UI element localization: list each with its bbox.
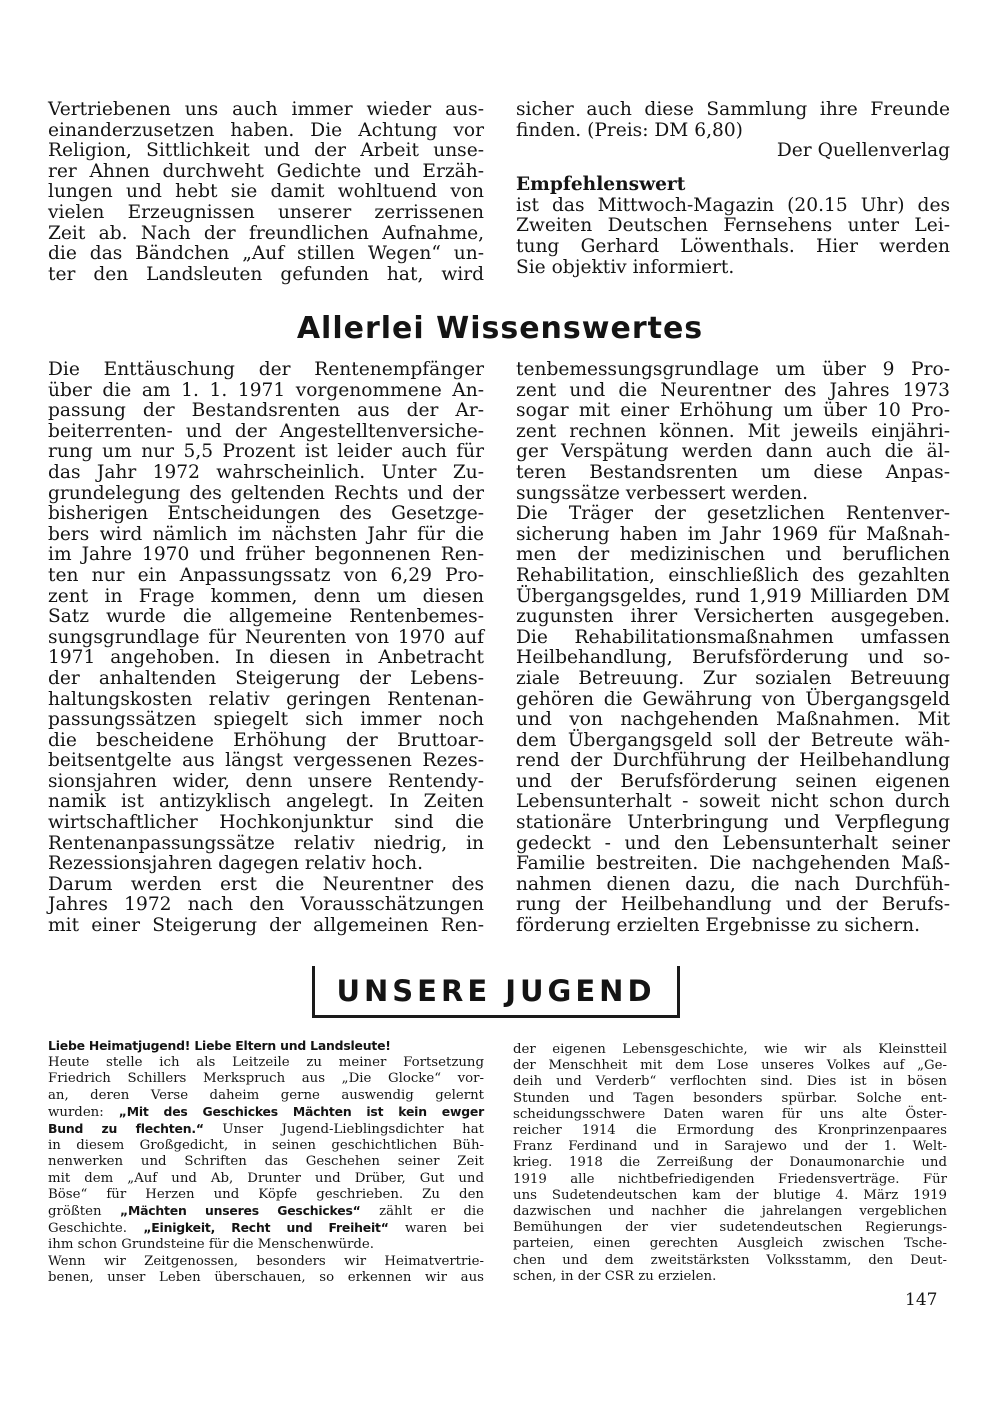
- text-line: Bemühungen der vier sudetendeutschen Regierungs-: [513, 1220, 947, 1236]
- text-line: teren Bestandsrenten um diese Anpas-: [516, 461, 950, 483]
- text-line: namik ist antizyklisch angelegt. In Zeiten: [48, 791, 484, 813]
- quote-bold: „Mächten unseres Geschickes“: [120, 1203, 361, 1219]
- text-line: der Menschheit mit dem Lose unseres Volkes auf „Ge-: [513, 1058, 947, 1074]
- section2-right-column: [513, 1042, 947, 1285]
- text-line: rung der Heilbehandlung und der Berufs-: [516, 894, 950, 916]
- text-line: Darum werden erst die Neurentner des: [48, 873, 484, 895]
- text-line: der eigenen Lebensgeschichte, wie wir als Kleinstteil: [513, 1042, 947, 1057]
- text-line: gehören die Gewährung von Übergangsgeld: [516, 688, 950, 710]
- section2-left-column: [48, 1038, 484, 1286]
- text-line: Die Rehabilitationsmaßnahmen umfassen: [516, 626, 950, 648]
- text-line: ihm schon Grundsteine für die Menschenwürde.: [48, 1237, 375, 1253]
- text-line: in diesem Großgedicht, in seinen geschichtlichen Büh-: [48, 1138, 484, 1154]
- text-line: sungssätze verbessert werden.: [516, 482, 809, 504]
- text-line: Satz wurde die allgemeine Rentenbemes-: [48, 606, 484, 628]
- text-line: ter den Landsleuten gefunden hat, wird: [48, 263, 484, 285]
- text-line: Böse“ für Herzen und Köpfe geschrieben. Zu den: [48, 1186, 484, 1202]
- text-line: stationäre Unterbringung und Verpflegung: [516, 812, 950, 834]
- text-line: Die Enttäuschung der Rentenempfänger: [48, 359, 484, 380]
- section1-left-column: [48, 360, 484, 937]
- text-line: bisherigen Entscheidungen des Gesetzge-: [48, 503, 484, 525]
- text-line: zugunsten ihrer Versicherten ausgegeben.: [516, 606, 950, 628]
- text-line: schen, in der CSR zu erzielen.: [513, 1268, 717, 1284]
- text-line: dazwischen und nachher die jahrelangen vergeblichen: [513, 1204, 947, 1220]
- text-line: bers wird nämlich im nächsten Jahr für die: [48, 523, 484, 545]
- text-line: passung der Bestandsrenten aus der Ar-: [48, 400, 484, 422]
- page-number: 147: [905, 1290, 938, 1310]
- text-line: Heilbehandlung, Berufsförderung und so-: [516, 647, 950, 669]
- text-line: krieg. 1918 die Zerreißung der Donaumonarchie und: [513, 1155, 947, 1171]
- text-line: [48, 1104, 484, 1121]
- text-line: ten nur ein Anpassungssatz von 6,29 Pro-: [48, 564, 484, 586]
- text-line: ist das Mittwoch-Magazin (20.15 Uhr) des: [516, 194, 950, 216]
- quote-bold: Bund zu flechten.“: [48, 1121, 204, 1137]
- text-line: Rehabilitation, einschließlich des gezahlten: [516, 564, 950, 586]
- section-title-allerlei-wissenswertes: Allerlei Wissenswertes: [296, 311, 704, 346]
- text-line: über die am 1. 1. 1971 vorgenommene An-: [48, 379, 484, 401]
- text-line: lungen und hebt sie damit wohltuend von: [48, 181, 484, 203]
- text-line: gedeckt - und den Lebensunterhalt seiner: [516, 832, 950, 854]
- text-line: 1919 alle nichtbefriedigenden Friedensverträge. Für: [513, 1171, 947, 1187]
- text-line: reicher 1914 die Ermordung des Kronprinzenpaares: [513, 1123, 947, 1139]
- text-line: förderung erzielten Ergebnisse zu sichern.: [516, 915, 920, 937]
- text-line: Religion, Sittlichkeit und der Arbeit unse-: [48, 140, 484, 162]
- section1-right-column: [516, 360, 950, 937]
- text-line: [48, 1220, 484, 1237]
- text-line: haltungskosten relativ geringen Rentenan-: [48, 688, 484, 710]
- text-line: Die Träger der gesetzlichen Rentenver-: [516, 503, 950, 525]
- text-line: men der medizinischen und beruflichen: [516, 544, 950, 566]
- text-line: dem Übergangsgeld soll der Betreute wäh-: [516, 729, 950, 751]
- text-line: sungsgrundlage für Neurenten von 1970 auf: [48, 626, 484, 648]
- text-line: ziale Betreuung. Zur sozialen Betreuung: [516, 667, 950, 689]
- text-line: [48, 1203, 484, 1220]
- text-line: rend der Durchführung der Heilbehandlung: [516, 750, 950, 772]
- section-title-box: [312, 966, 680, 1018]
- text-line: finden. (Preis: DM 6,80): [516, 119, 743, 141]
- text-line: scheidungsschwere Daten waren für uns alte Öster-: [513, 1106, 947, 1122]
- greeting: Liebe Heimatjugend! Liebe Eltern und Landsleute!: [48, 1038, 391, 1053]
- text-line: beiterrenten- und der Angestelltenversiche-: [48, 420, 484, 442]
- text-line: zent und die Neurentner des Jahres 1973: [516, 379, 950, 401]
- text-line: einanderzusetzen haben. Die Achtung vor: [48, 119, 484, 141]
- text-line: wirtschaftlicher Hochkonjunktur sind die: [48, 812, 484, 834]
- greeting-line: [48, 1038, 484, 1055]
- top-left-column: [48, 100, 484, 285]
- signature: Der Quellenverlag: [776, 140, 950, 162]
- text-line: Übergangsgeldes, rund 1,919 Milliarden DM: [516, 585, 950, 607]
- text-line: chen und dem zweitstärksten Volksstamm, den Deut-: [513, 1252, 947, 1268]
- text-line: Rentenanpassungssätze relativ niedrig, in: [48, 832, 484, 854]
- text-line: Zeit ab. Nach der freundlichen Aufnahme,: [48, 222, 484, 244]
- text-line: sicherung haben im Jahr 1969 für Maßnah-: [516, 523, 950, 545]
- text-line: sogar mit einer Erhöhung um über 10 Pro-: [516, 400, 950, 422]
- text-line: [48, 1121, 484, 1138]
- text-line: die bescheidene Erhöhung der Bruttoar-: [48, 729, 484, 751]
- text-fragment: Geschichte.: [48, 1221, 144, 1237]
- text-line: parteien, einen gerechten Ausgleich zwischen Tsche-: [513, 1236, 947, 1252]
- text-fragment: waren bei: [388, 1221, 484, 1237]
- text-line: Familie bestreiten. Die nachgehenden Maß-: [516, 853, 950, 875]
- text-line: nenwerken und Schriften das Geschehen seiner Zeit: [48, 1154, 484, 1170]
- text-fragment: wurden:: [48, 1104, 119, 1120]
- quote-bold: „Einigkeit, Recht und Freiheit“: [143, 1220, 389, 1236]
- text-line: zent rechnen können. Mit jeweils einjähri-: [516, 420, 950, 442]
- text-line: beitsentgelte aus längst vergessenen Rezes-: [48, 750, 484, 772]
- text-line: nahmen dienen dazu, die nach Durchfüh-: [516, 873, 950, 895]
- text-line: Jahres 1972 nach den Vorausschätzungen: [48, 894, 484, 916]
- text-line: deih und Verderb“ verflochten sind. Dies ist in bösen: [513, 1074, 947, 1090]
- text-line: rer Ahnen durchweht Gedichte und Erzäh-: [48, 160, 484, 182]
- text-line: Rezessionsjahren dagegen relativ hoch.: [48, 853, 424, 875]
- text-line: ger Verspätung werden dann auch die äl-: [516, 441, 950, 463]
- text-fragment: Unser Jugend-Lieblingsdichter hat: [203, 1122, 484, 1138]
- text-line: uns Sudetendeutschen kam der blutige 4. März 1919: [513, 1187, 947, 1203]
- title-underline: [315, 1015, 677, 1018]
- text-line: das Jahr 1972 wahrscheinlich. Unter Zu-: [48, 461, 484, 483]
- text-line: rung um nur 5,5 Prozent ist leider auch für: [48, 441, 484, 463]
- text-line: tenbemessungsgrundlage um über 9 Pro-: [516, 359, 950, 380]
- text-line: Lebensunterhalt - soweit nicht schon durch: [516, 791, 950, 813]
- text-line: Wenn wir Zeitgenossen, besonders wir Heimatvertrie-: [48, 1253, 484, 1269]
- text-line: Zweiten Deutschen Fernsehens unter Lei-: [516, 215, 950, 237]
- text-line: tung Gerhard Löwenthals. Hier werden: [516, 235, 950, 257]
- text-line: Friedrich Schillers Merkspruch aus „Die Glocke“ vor-: [48, 1071, 484, 1087]
- text-line: vielen Erzeugnissen unserer zerrissenen: [48, 201, 484, 223]
- text-line: mit dem „Auf und Ab, Drunter und Drüber, Gut und: [48, 1170, 484, 1186]
- text-line: sionsjahren wider, denn unsere Rentendy-: [48, 770, 484, 792]
- top-right-column: [516, 100, 950, 278]
- text-line: Franz Ferdinand und in Sarajewo und der 1. Welt-: [513, 1139, 947, 1155]
- text-line: die das Bändchen „Auf stillen Wegen“ un-: [48, 243, 484, 265]
- text-line: zent in Frage kommen, denn um diesen: [48, 585, 484, 607]
- text-line: und von nachgehenden Maßnahmen. Mit: [516, 709, 950, 731]
- text-line: im Jahre 1970 und früher begonnenen Ren-: [48, 544, 484, 566]
- text-line: sicher auch diese Sammlung ihre Freunde: [516, 99, 950, 120]
- text-line: Stunden und Tagen besonders spürbar. Solche ent-: [513, 1090, 947, 1106]
- subheading-empfehlenswert: Empfehlenswert: [516, 173, 686, 195]
- text-line: mit einer Steigerung der allgemeinen Ren-: [48, 915, 484, 937]
- text-line: an, deren Verse daheim gerne auswendig gelernt: [48, 1087, 484, 1103]
- text-line: Vertriebenen uns auch immer wieder aus-: [48, 99, 484, 120]
- text-line: Sie objektiv informiert.: [516, 256, 735, 278]
- text-line: der anhaltenden Steigerung der Lebens-: [48, 667, 484, 689]
- text-line: Heute stelle ich als Leitzeile zu meiner Fortsetzung: [48, 1055, 484, 1071]
- text-fragment: zählt er die: [360, 1204, 484, 1220]
- text-line: passungssätzen spiegelt sich immer noch: [48, 709, 484, 731]
- text-line: 1971 angehoben. In diesen in Anbetracht: [48, 647, 484, 669]
- quote-bold: „Mit des Geschickes Mächten ist kein ewger: [118, 1103, 485, 1119]
- section-title-unsere-jugend: UNSERE JUGEND: [336, 974, 656, 1008]
- text-line: grundelegung des geltenden Rechts und der: [48, 482, 484, 504]
- text-line: und der Berufsförderung seinen eigenen: [516, 770, 950, 792]
- text-line: benen, unser Leben überschauen, so erkennen wir aus: [48, 1269, 484, 1285]
- text-fragment: größten: [48, 1204, 121, 1220]
